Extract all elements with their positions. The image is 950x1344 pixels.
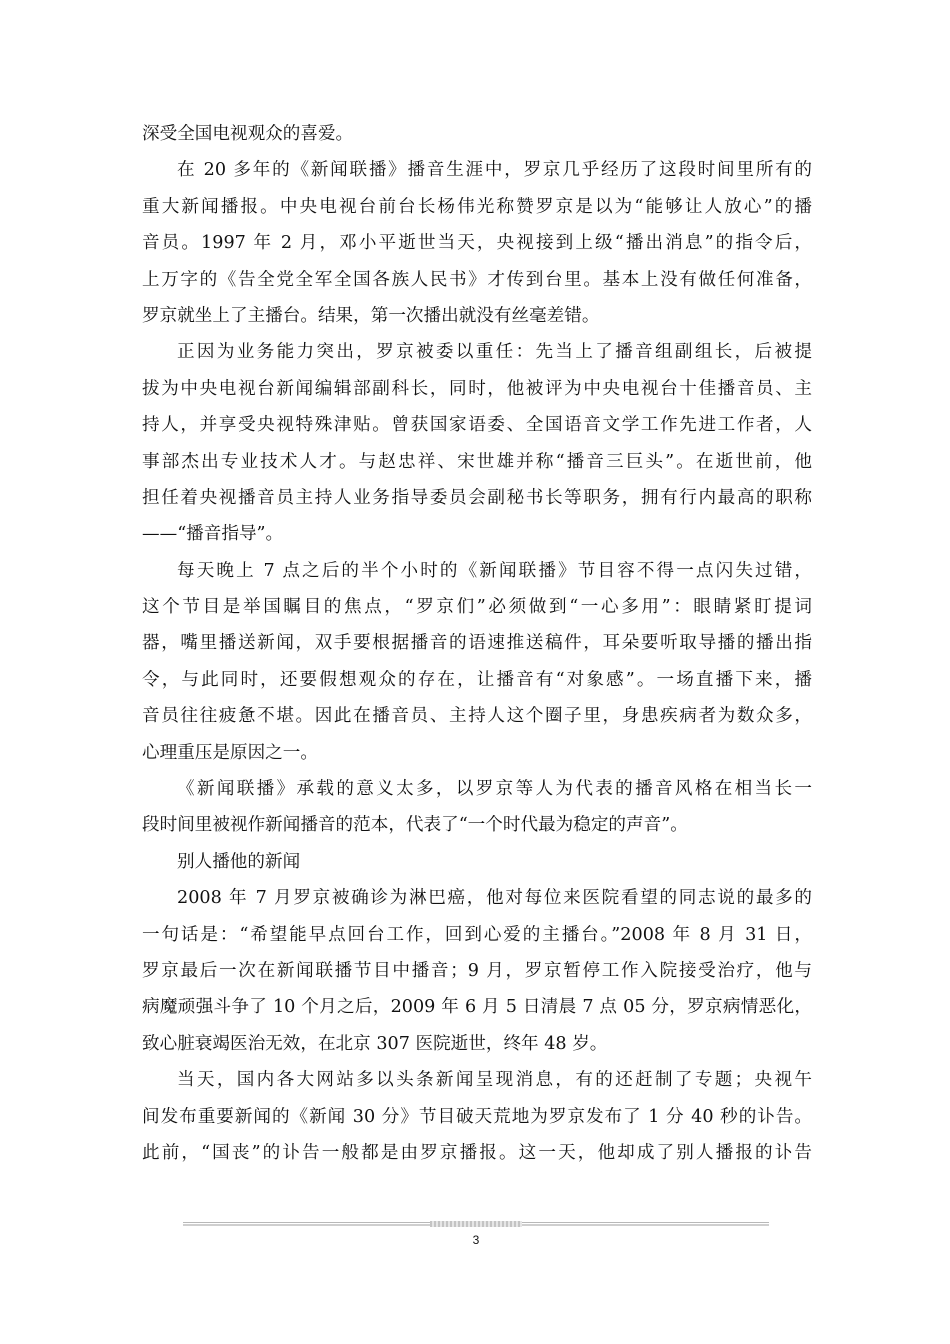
text-line: 一句话是：“希望能早点回台工作，回到心爱的主播台。”2008 年 8 月 31 日， (142, 924, 812, 945)
text-line: 拔为中央电视台新闻编辑部副科长，同时，他被评为中央电视台十佳播音员、主 (142, 378, 812, 399)
text-line: 持人，并享受央视特殊津贴。曾获国家语委、全国语音文学工作先进工作者，人 (142, 415, 812, 436)
text-line: 段时间里被视作新闻播音的范本，代表了“一个时代最为稳定的声音”。 (142, 815, 688, 836)
text-line: 事部杰出专业技术人才。与赵忠祥、宋世雄并称“播音三巨头”。在逝世前，他 (142, 451, 812, 472)
footer-rule-ornament (430, 1221, 522, 1227)
document-body (142, 116, 812, 1171)
text-line: 致心脏衰竭医治无效，在北京 307 医院逝世，终年 48 岁。 (142, 1033, 608, 1054)
text-line: 上万字的《告全党全军全国各族人民书》才传到台里。基本上没有做任何准备， (142, 269, 812, 290)
text-line: 罗京最后一次在新闻联播节目中播音；9 月，罗京暂停工作入院接受治疗，他与 (142, 960, 812, 981)
text-line: 担任着央视播音员主持人业务指导委员会副秘书长等职务，拥有行内最高的职称 (142, 487, 812, 508)
text-line: 当天，国内各大网站多以头条新闻呈现消息，有的还赶制了专题；央视午 (177, 1070, 812, 1091)
text-line: 这个节目是举国瞩目的焦点，“罗京们”必须做到“一心多用”：眼睛紧盯提词 (142, 597, 812, 618)
text-line: 在 20 多年的《新闻联播》播音生涯中，罗京几乎经历了这段时间里所有的 (177, 160, 812, 181)
text-line: 罗京就坐上了主播台。结果，第一次播出就没有丝毫差错。 (142, 305, 600, 326)
text-line: 音员。1997 年 2 月，邓小平逝世当天，央视接到上级“播出消息”的指令后， (142, 233, 812, 254)
text-line: 此前，“国丧”的讣告一般都是由罗京播报。这一天，他却成了别人播报的讣告 (142, 1142, 812, 1163)
text-line: 《新闻联播》承载的意义太多，以罗京等人为代表的播音风格在相当长一 (177, 779, 812, 800)
text-line: 重大新闻播报。中央电视台前台长杨伟光称赞罗京是以为“能够让人放心”的播 (142, 196, 812, 217)
text-line: 别人播他的新闻 (177, 851, 301, 872)
text-line: 令，与此同时，还要假想观众的存在，让播音有“对象感”。一场直播下来，播 (142, 669, 812, 690)
text-line: 深受全国电视观众的喜爱。 (142, 124, 354, 144)
text-line: 每天晚上 7 点之后的半个小时的《新闻联播》节目容不得一点闪失过错， (177, 560, 812, 581)
text-line: ——“播音指导”。 (142, 524, 284, 545)
text-line: 2008 年 7 月罗京被确诊为淋巴癌，他对每位来医院看望的同志说的最多的 (177, 888, 812, 909)
text-line: 病魔顽强斗争了 10 个月之后，2009 年 6 月 5 日清晨 7 点 05 分，罗京病情恶化， (142, 997, 812, 1018)
text-line: 间发布重要新闻的《新闻 30 分》节目破天荒地为罗京发布了 1 分 40 秒的讣告。 (142, 1106, 812, 1127)
text-line: 音员往往疲惫不堪。因此在播音员、主持人这个圈子里，身患疾病者为数众多， (142, 706, 812, 727)
text-line: 正因为业务能力突出，罗京被委以重任：先当上了播音组副组长，后被提 (177, 342, 812, 363)
page-number: 3 (472, 1233, 480, 1247)
text-line: 心理重压是原因之一。 (142, 742, 318, 763)
text-line: 器，嘴里播送新闻，双手要根据播音的语速推送稿件，耳朵要听取导播的播出指 (142, 633, 812, 654)
